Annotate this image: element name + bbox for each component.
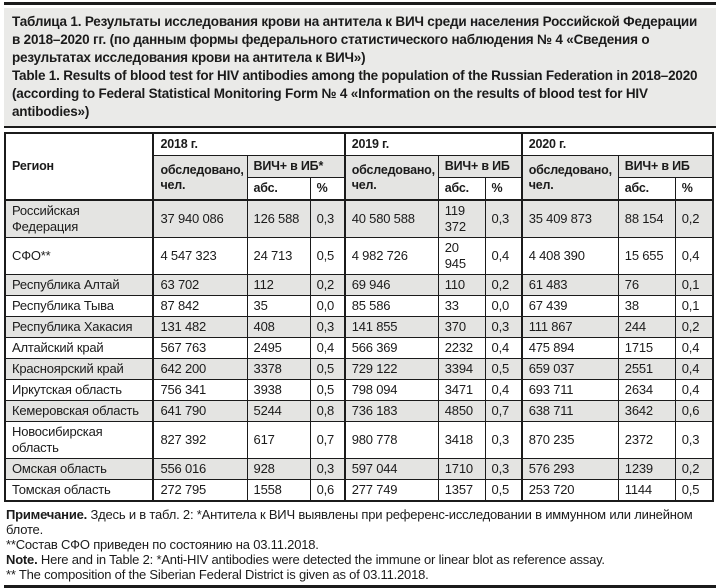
value-cell: 0,2 xyxy=(675,459,713,480)
note-bold-label: Note. xyxy=(6,552,38,567)
value-cell: 0,1 xyxy=(675,296,713,317)
value-cell: 2232 xyxy=(438,338,485,359)
region-column-header: Регион xyxy=(5,133,153,200)
region-cell: Омская область xyxy=(5,459,153,480)
value-cell: 4 408 390 xyxy=(522,238,619,275)
region-cell: Иркутская область xyxy=(5,380,153,401)
value-cell: 597 044 xyxy=(345,459,439,480)
note-line xyxy=(6,552,714,567)
value-cell: 0,3 xyxy=(485,200,522,238)
table-title-block xyxy=(4,8,716,128)
table-row xyxy=(5,422,713,459)
value-cell: 5244 xyxy=(247,401,310,422)
region-cell: Кемеровская область xyxy=(5,401,153,422)
region-cell: СФО** xyxy=(5,238,153,275)
value-cell: 0,2 xyxy=(675,317,713,338)
note-line xyxy=(6,567,714,582)
value-cell: 0,4 xyxy=(485,238,522,275)
note-bold-label: Примечание. xyxy=(6,507,88,522)
value-cell: 475 894 xyxy=(522,338,619,359)
note-text: Here and in Table 2: *Anti-HIV antibodies were detected the immune or linear blot as reference assay. xyxy=(37,552,605,567)
value-cell: 33 xyxy=(438,296,485,317)
value-cell: 20 945 xyxy=(438,238,485,275)
pct-header-2018: % xyxy=(310,178,345,201)
value-cell: 4850 xyxy=(438,401,485,422)
region-cell: Томская область xyxy=(5,480,153,502)
value-cell: 35 xyxy=(247,296,310,317)
value-cell: 641 790 xyxy=(153,401,247,422)
value-cell: 408 xyxy=(247,317,310,338)
table-row xyxy=(5,359,713,380)
top-rule-divider xyxy=(4,2,716,5)
table-title-en: Table 1. Results of blood test for HIV antibodies among the population of the Russian Federation in 2018–2020 (according to Federal Statistical Monitoring Form № 4 «Information on the results of blood test for HIV antibodies») xyxy=(12,68,698,119)
value-cell: 131 482 xyxy=(153,317,247,338)
value-cell: 3471 xyxy=(438,380,485,401)
value-cell: 798 094 xyxy=(345,380,439,401)
value-cell: 0,0 xyxy=(310,296,345,317)
region-cell: Алтайский край xyxy=(5,338,153,359)
abs-header-2019: абс. xyxy=(438,178,485,201)
value-cell: 69 946 xyxy=(345,275,439,296)
value-cell: 0,4 xyxy=(675,359,713,380)
value-cell: 693 711 xyxy=(522,380,619,401)
value-cell: 0,4 xyxy=(310,338,345,359)
table-title-ru: Таблица 1. Результаты исследования крови на антитела к ВИЧ среди населения Российской Федерации в 2018–2020 гг. (по данным формы федерального статистического наблюдения № 4 «Сведения о результатах исследования крови на антитела к ВИЧ») xyxy=(12,14,698,65)
table-row xyxy=(5,459,713,480)
value-cell: 0,3 xyxy=(485,459,522,480)
value-cell: 0,6 xyxy=(310,480,345,502)
value-cell: 38 xyxy=(618,296,675,317)
value-cell: 642 200 xyxy=(153,359,247,380)
table-row xyxy=(5,317,713,338)
value-cell: 0,7 xyxy=(310,422,345,459)
table-row xyxy=(5,275,713,296)
value-cell: 76 xyxy=(618,275,675,296)
value-cell: 0,4 xyxy=(675,238,713,275)
value-cell: 0,5 xyxy=(310,359,345,380)
value-cell: 1710 xyxy=(438,459,485,480)
value-cell: 928 xyxy=(247,459,310,480)
value-cell: 40 580 588 xyxy=(345,200,439,238)
value-cell: 3378 xyxy=(247,359,310,380)
table-row xyxy=(5,401,713,422)
value-cell: 617 xyxy=(247,422,310,459)
value-cell: 277 749 xyxy=(345,480,439,502)
value-cell: 0,4 xyxy=(675,338,713,359)
table-row xyxy=(5,296,713,317)
value-cell: 0,4 xyxy=(485,380,522,401)
value-cell: 0,3 xyxy=(310,200,345,238)
value-cell: 0,5 xyxy=(310,380,345,401)
value-cell: 2634 xyxy=(618,380,675,401)
value-cell: 112 xyxy=(247,275,310,296)
tested-header-2018: обследовано, чел. xyxy=(153,156,247,201)
region-cell: Российская Федерация xyxy=(5,200,153,238)
value-cell: 141 855 xyxy=(345,317,439,338)
value-cell: 0,5 xyxy=(485,480,522,502)
note-text: **Состав СФО приведен по состоянию на 03.11.2018. xyxy=(6,537,319,552)
value-cell: 35 409 873 xyxy=(522,200,619,238)
value-cell: 244 xyxy=(618,317,675,338)
hiv-ib-header-2020: ВИЧ+ в ИБ xyxy=(618,156,713,178)
year-header-2020: 2020 г. xyxy=(522,133,713,156)
table-row xyxy=(5,200,713,238)
value-cell: 0,1 xyxy=(675,275,713,296)
value-cell: 0,5 xyxy=(675,480,713,502)
note-text: ** The composition of the Siberian Federal District is given as of 03.11.2018. xyxy=(6,567,429,582)
table-row xyxy=(5,238,713,275)
value-cell: 87 842 xyxy=(153,296,247,317)
value-cell: 827 392 xyxy=(153,422,247,459)
value-cell: 67 439 xyxy=(522,296,619,317)
value-cell: 1357 xyxy=(438,480,485,502)
notes xyxy=(4,502,716,582)
value-cell: 61 483 xyxy=(522,275,619,296)
value-cell: 566 369 xyxy=(345,338,439,359)
value-cell: 0,3 xyxy=(485,422,522,459)
value-cell: 0,2 xyxy=(310,275,345,296)
value-cell: 729 122 xyxy=(345,359,439,380)
pct-header-2020: % xyxy=(675,178,713,201)
tested-header-2019: обследовано, чел. xyxy=(345,156,439,201)
value-cell: 2551 xyxy=(618,359,675,380)
region-cell: Республика Тыва xyxy=(5,296,153,317)
value-cell: 576 293 xyxy=(522,459,619,480)
value-cell: 638 711 xyxy=(522,401,619,422)
value-cell: 1239 xyxy=(618,459,675,480)
value-cell: 3938 xyxy=(247,380,310,401)
region-cell: Красноярский край xyxy=(5,359,153,380)
value-cell: 870 235 xyxy=(522,422,619,459)
value-cell: 3642 xyxy=(618,401,675,422)
value-cell: 37 940 086 xyxy=(153,200,247,238)
value-cell: 126 588 xyxy=(247,200,310,238)
value-cell: 736 183 xyxy=(345,401,439,422)
region-cell: Республика Алтай xyxy=(5,275,153,296)
value-cell: 3394 xyxy=(438,359,485,380)
note-line xyxy=(6,537,714,552)
value-cell: 0,8 xyxy=(310,401,345,422)
abs-header-2018: абс. xyxy=(247,178,310,201)
value-cell: 85 586 xyxy=(345,296,439,317)
data-table xyxy=(4,132,714,502)
value-cell: 0,2 xyxy=(675,200,713,238)
value-cell: 370 xyxy=(438,317,485,338)
note-line xyxy=(6,507,714,537)
year-header-2019: 2019 г. xyxy=(345,133,522,156)
value-cell: 111 867 xyxy=(522,317,619,338)
value-cell: 0,4 xyxy=(485,338,522,359)
value-cell: 0,0 xyxy=(485,296,522,317)
value-cell: 110 xyxy=(438,275,485,296)
value-cell: 24 713 xyxy=(247,238,310,275)
value-cell: 567 763 xyxy=(153,338,247,359)
hiv-ib-header-2018: ВИЧ+ в ИБ* xyxy=(247,156,345,178)
value-cell: 756 341 xyxy=(153,380,247,401)
hiv-ib-header-2019: ВИЧ+ в ИБ xyxy=(438,156,521,178)
tested-header-2020: обследовано, чел. xyxy=(522,156,619,201)
table-row xyxy=(5,380,713,401)
pct-header-2019: % xyxy=(485,178,522,201)
abs-header-2020: абс. xyxy=(618,178,675,201)
value-cell: 659 037 xyxy=(522,359,619,380)
value-cell: 0,5 xyxy=(310,238,345,275)
value-cell: 4 547 323 xyxy=(153,238,247,275)
value-cell: 63 702 xyxy=(153,275,247,296)
year-header-2018: 2018 г. xyxy=(153,133,344,156)
value-cell: 0,3 xyxy=(485,317,522,338)
value-cell: 1558 xyxy=(247,480,310,502)
value-cell: 272 795 xyxy=(153,480,247,502)
table-row xyxy=(5,480,713,502)
value-cell: 2372 xyxy=(618,422,675,459)
table-body xyxy=(5,200,713,501)
value-cell: 1715 xyxy=(618,338,675,359)
value-cell: 1144 xyxy=(618,480,675,502)
region-cell: Новосибирская область xyxy=(5,422,153,459)
value-cell: 119 372 xyxy=(438,200,485,238)
value-cell: 0,4 xyxy=(675,380,713,401)
value-cell: 15 655 xyxy=(618,238,675,275)
value-cell: 253 720 xyxy=(522,480,619,502)
region-cell: Республика Хакасия xyxy=(5,317,153,338)
value-cell: 0,3 xyxy=(675,422,713,459)
value-cell: 4 982 726 xyxy=(345,238,439,275)
value-cell: 0,3 xyxy=(310,459,345,480)
value-cell: 3418 xyxy=(438,422,485,459)
value-cell: 0,3 xyxy=(310,317,345,338)
value-cell: 0,5 xyxy=(485,359,522,380)
value-cell: 980 778 xyxy=(345,422,439,459)
table-header xyxy=(5,133,713,200)
value-cell: 2495 xyxy=(247,338,310,359)
value-cell: 88 154 xyxy=(618,200,675,238)
table-row xyxy=(5,338,713,359)
value-cell: 0,2 xyxy=(485,275,522,296)
value-cell: 0,6 xyxy=(675,401,713,422)
value-cell: 556 016 xyxy=(153,459,247,480)
note-text: Здесь и в табл. 2: *Антитела к ВИЧ выявлены при референс-исследовании в иммунном или линейном блоте. xyxy=(6,507,693,537)
value-cell: 0,7 xyxy=(485,401,522,422)
year-header-row xyxy=(5,133,713,156)
